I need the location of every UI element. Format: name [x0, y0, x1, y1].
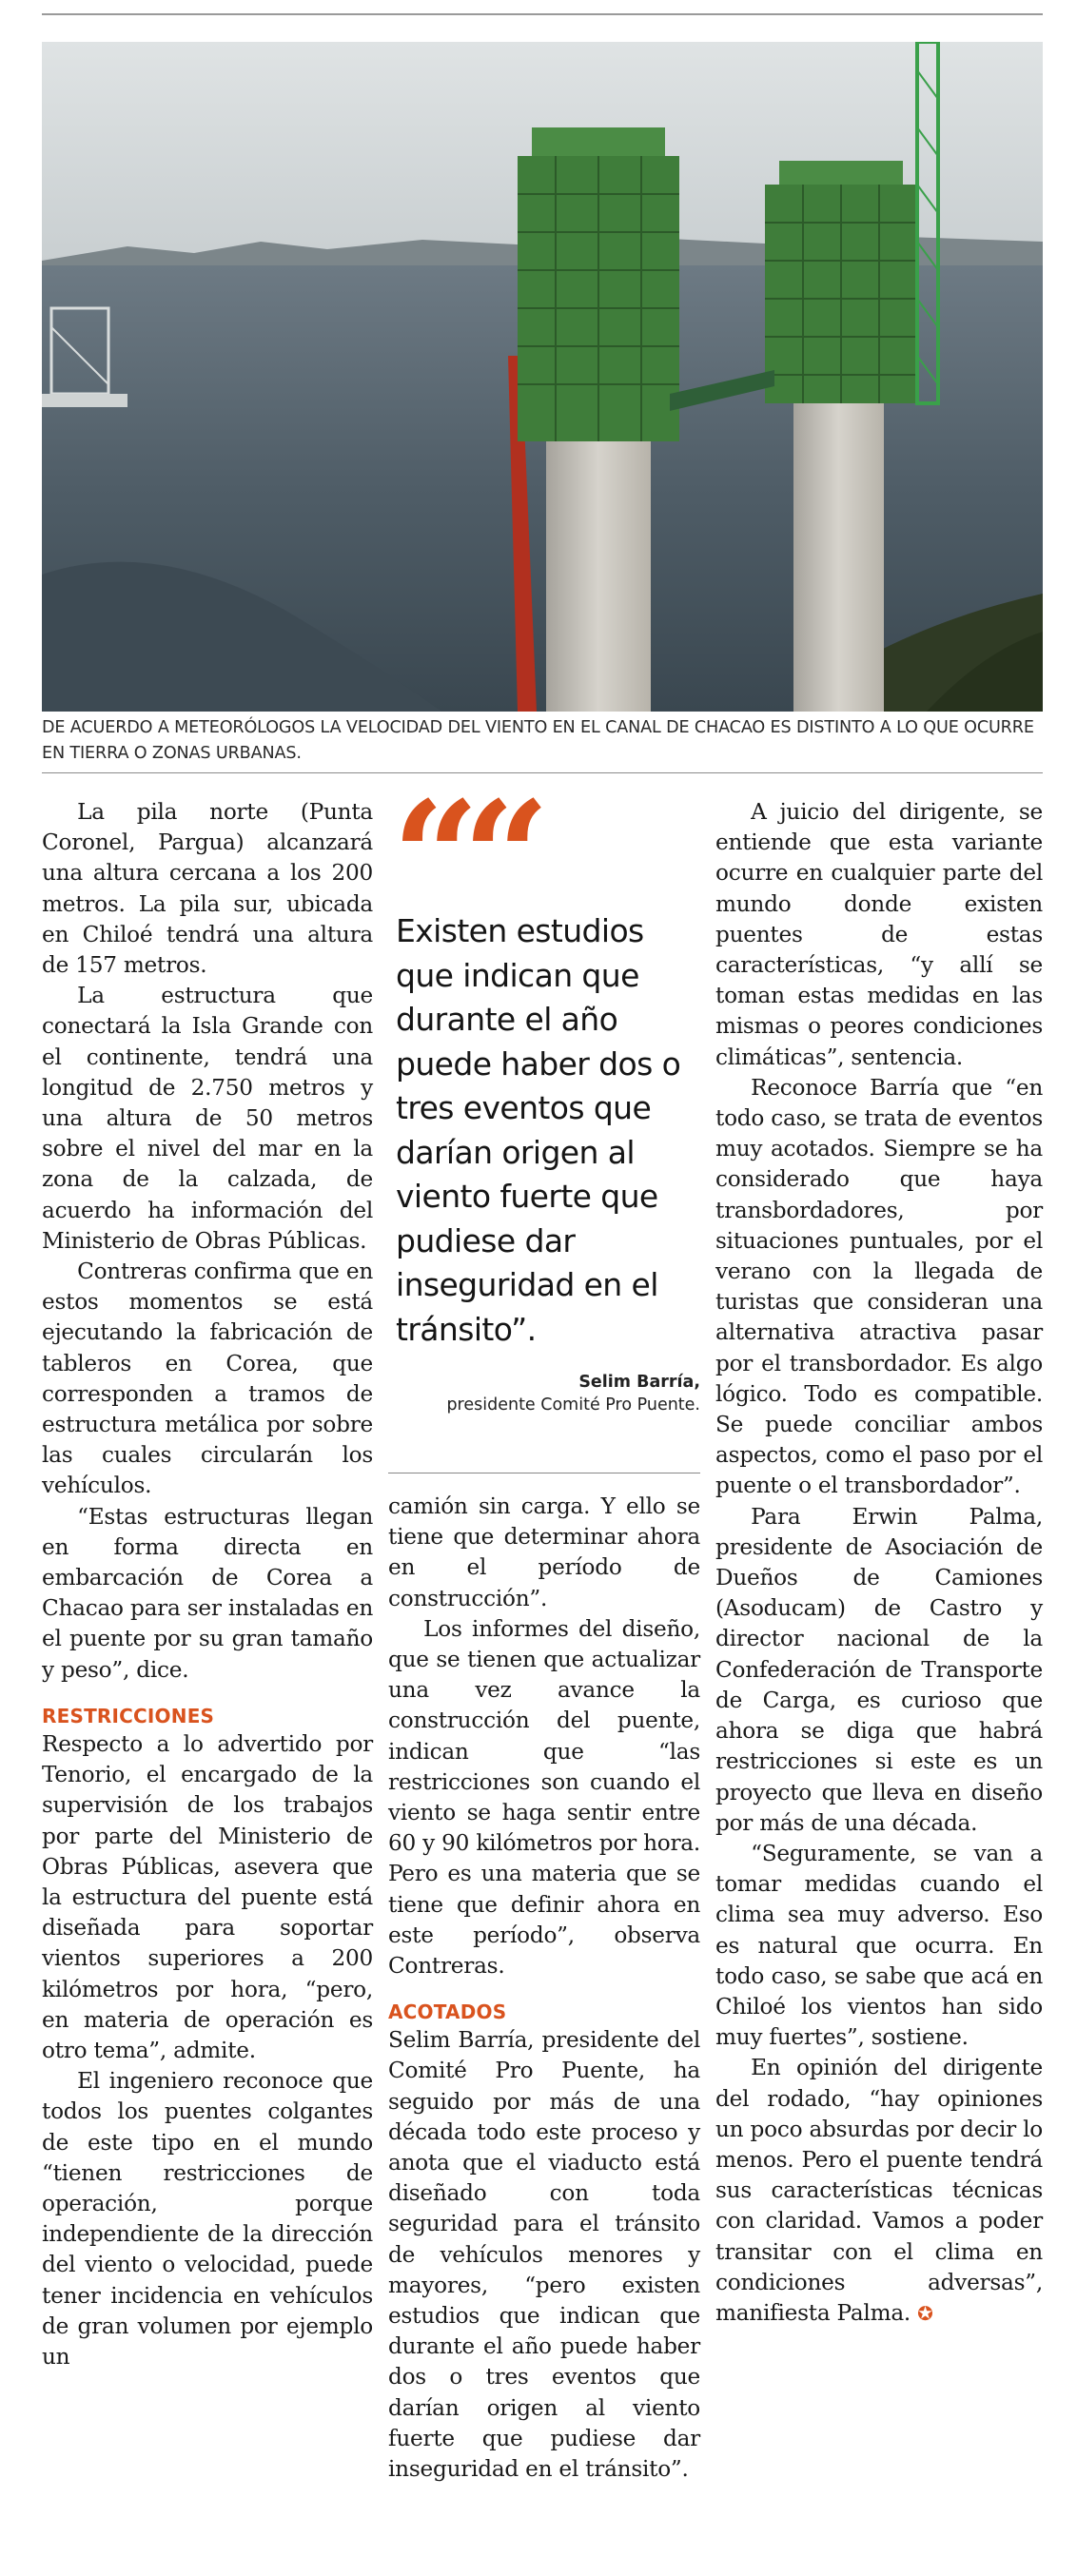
- paragraph: Reconoce Barría que “en todo caso, se trata de eventos muy acotados. Siempre se ha considerado que haya transbordadores, por situaciones puntuales, por el verano con la llegada de turistas que consideran una alternativa atractiva pasar por el transbordador. Es algo lógico. Todo es compatible. Se puede conciliar ambos aspectos, como el paso por el puente o el transbordador”.: [715, 1074, 1043, 1499]
- paragraph: La estructura que conectará la Isla Grande con el continente, tendrá una longitud de 2.750 metros y una altura de 50 metros sobre el nivel del mar en la zona de la calzada, de acuerdo ha información del Ministerio de Obras Públicas.: [42, 983, 373, 1254]
- paragraph: camión sin carga. Y ello se tiene que determinar ahora en el período de construcción”.: [388, 1493, 700, 1611]
- subhead-acotados: ACOTADOS: [388, 2000, 507, 2024]
- paragraph: Para Erwin Palma, presidente de Asociación de Dueños de Camiones (Asoducam) de Castro y director nacional de la Confederación de Transporte de Carga, es curioso que ahora se diga que habrá restricciones si este es un proyecto que lleva en diseño por más de una década.: [715, 1503, 1043, 1836]
- paragraph: Selim Barría, presidente del Comité Pro Puente, ha seguido por más de una década todo este proceso y anota que el viaducto está diseñado con toda seguridad para el tránsito de vehículos menores y mayores, “pero existen estudios que indican que durante el año puede haber dos o tres eventos que darían origen al viento fuerte que pudiese dar inseguridad en el tránsito”.: [388, 2027, 700, 2483]
- paragraph-text: En opinión del dirigente del rodado, “hay opiniones un poco absurdas por decir lo menos. Pero el puente tendrá sus características técnicas con claridad. Vamos a poder transitar con el clima en condiciones adversas”, manifiesta Palma.: [715, 2055, 1043, 2326]
- pull-quote: [388, 768, 700, 1455]
- photo-illustration: [42, 42, 1043, 712]
- article-column-1: [42, 797, 373, 2372]
- quote-author-name: Selim Barría,: [578, 1373, 700, 1392]
- paragraph: Contreras confirma que en estos momentos se está ejecutando la fabricación de tableros en Corea, que corresponden a tramos de estructura metálica por sobre las cuales circularán los vehículos.: [42, 1259, 373, 1499]
- end-of-article-icon: ✪: [917, 2301, 933, 2325]
- quote-mark-glyph: “: [392, 768, 463, 946]
- top-rule: [42, 13, 1043, 15]
- caption-rule: [42, 772, 1043, 773]
- paragraph: El ingeniero reconoce que todos los puentes colgantes de este tipo en el mundo “tienen restricciones de operación, porque independiente de la dirección del viento o velocidad, puede tener incidencia en vehículos de gran volumen por ejemplo un: [42, 2068, 373, 2370]
- subhead-restricciones: RESTRICCIONES: [42, 1704, 215, 1727]
- pull-quote-attribution: [388, 1371, 700, 1416]
- paragraph: La pila norte (Punta Coronel, Pargua) alcanzará una altura cercana a los 200 metros. La pila sur, ubicada en Chiloé tendrá una altura de 157 metros.: [42, 799, 373, 979]
- article-column-2: [388, 1492, 700, 2485]
- photo-caption: DE ACUERDO A METEORÓLOGOS LA VELOCIDAD DEL VIENTO EN EL CANAL DE CHACAO ES DISTINTO A LO QUE OCURRE EN TIERRA O ZONAS URBANAS.: [42, 718, 1034, 763]
- paragraph: A juicio del dirigente, se entiende que esta variante ocurre en cualquier parte del mundo donde existen puentes de estas características, “y allí se toman estas medidas en las mismas o peores condiciones climáticas”, sentencia.: [715, 799, 1043, 1070]
- paragraph: [715, 2053, 1043, 2329]
- paragraph: Respecto a lo advertido por Tenorio, el encargado de la supervisión de los trabajos por parte del Ministerio de Obras Públicas, asevera que la estructura del puente está diseñada para soportar vientos superiores a 200 kilómetros por hora, “pero, en materia de operación es otro tema”, admite.: [42, 1730, 373, 2063]
- quote-mark-icon: [392, 768, 700, 946]
- quote-mark-glyph: “: [462, 768, 534, 946]
- quote-author-role: presidente Comité Pro Puente.: [446, 1395, 700, 1415]
- article-column-3: [715, 797, 1043, 2329]
- paragraph: Los informes del diseño, que se tienen que actualizar una vez avance la construcción del puente, indican que “las restricciones son cuando el viento se haga sentir entre 60 y 90 kilómetros por hora. Pero es una materia que se tiene que definir ahora en este período”, observa Contreras.: [388, 1615, 700, 1980]
- bridge-pylons-photo: [42, 42, 1043, 712]
- paragraph: “Seguramente, se van a tomar medidas cuando el clima sea muy adverso. Eso es natural que ocurra. En todo caso, se sabe que acá en Chiloé los vientos han sido muy fuertes”, sostiene.: [715, 1840, 1043, 2051]
- pull-quote-text: Existen estudios que indican que durante el año puede haber dos o tres eventos que darían origen al viento fuerte que pudiese dar inseguridad en el tránsito”.: [396, 912, 681, 1348]
- paragraph: “Estas estructuras llegan en forma directa en embarcación de Corea a Chacao para ser instaladas en el puente por su gran tamaño y peso”, dice.: [42, 1503, 373, 1683]
